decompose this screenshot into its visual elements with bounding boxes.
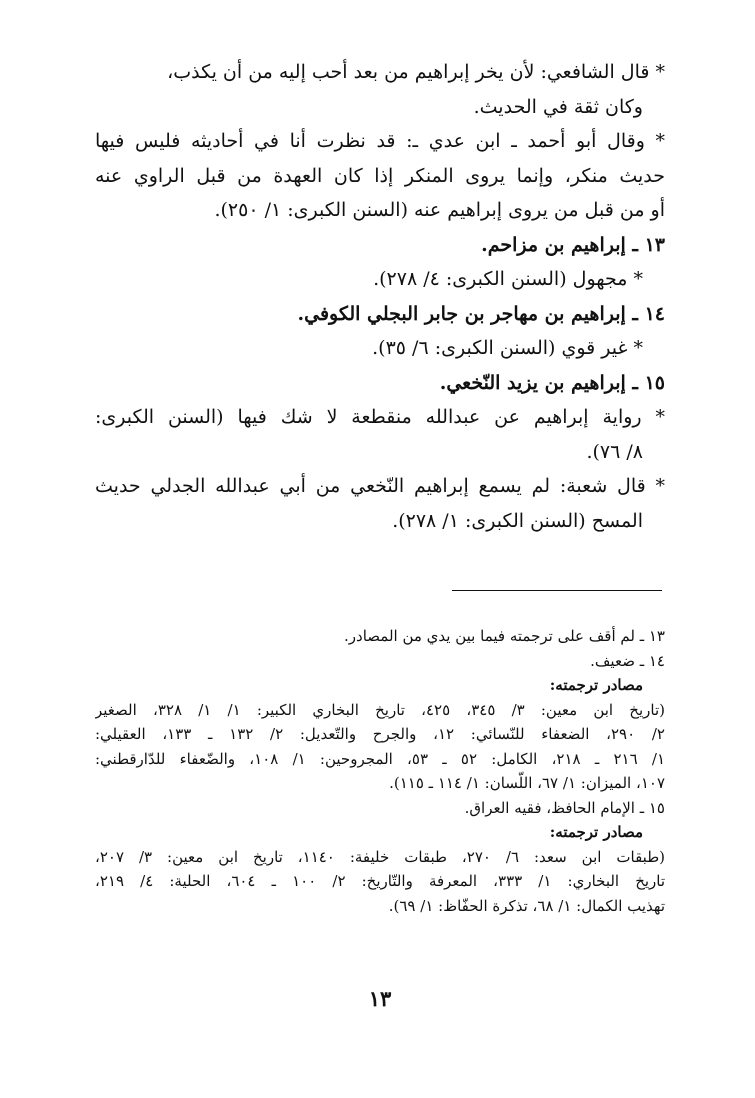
footnote-line: ١/ ٢١٦ ـ ٢١٨، الكامل: ٥٢ ـ ٥٣، المجروحين: ١/ ١٠٨، والضّعفاء للدّارقطني:: [95, 749, 665, 768]
text-line: حديث منكر، وإنما يروى المنكر إذا كان العهدة من قبل الراوي عنه: [95, 164, 665, 187]
footnote-line: (طبقات ابن سعد: ٦/ ٢٧٠، طبقات خليفة: ١١٤٠، تاريخ ابن معين: ٣/ ٢٠٧،: [95, 847, 665, 866]
footnote-separator: [452, 590, 662, 591]
text-line: وكان ثقة في الحديث.: [473, 95, 643, 118]
text-line: أو من قبل من يروى إبراهيم عنه (السنن الكبرى: ١/ ٢٥٠).: [214, 199, 665, 221]
entry-heading: ١٤ ـ إبراهيم بن مهاجر بن جابر البجلي الكوفي.: [297, 302, 665, 325]
footnote-line: ١٠٧، الميزان: ١/ ٦٧، اللّسان: ١/ ١١٤ ـ ١١٥).: [389, 774, 665, 792]
entry-heading: ١٥ ـ إبراهيم بن يزيد النّخعي.: [439, 371, 665, 394]
text-line: * رواية إبراهيم عن عبدالله منقطعة لا شك فيها (السنن الكبرى:: [95, 406, 665, 428]
footnote-subheading: مصادر ترجمته:: [549, 823, 643, 841]
text-line: * مجهول (السنن الكبرى: ٤/ ٢٧٨).: [373, 268, 643, 290]
footnote-line: (تاريخ ابن معين: ٣/ ٣٤٥، ٤٢٥، تاريخ البخاري الكبير: ١/ ١/ ٣٢٨، الصغير: [95, 700, 665, 719]
text-line: * قال الشافعي: لأن يخر إبراهيم من بعد أحب إليه من أن يكذب،: [167, 61, 665, 83]
page-number: ١٣: [368, 986, 392, 1011]
footnote-line: ١٤ ـ ضعيف.: [590, 651, 665, 670]
footnote-line: تاريخ البخاري: ١/ ٣٣٣، المعرفة والتّاريخ: ٢/ ١٠٠ ـ ٦٠٤، الحلية: ٤/ ٢١٩،: [95, 872, 665, 890]
text-line: المسح (السنن الكبرى: ١/ ٢٧٨).: [392, 509, 643, 532]
footnotes: [95, 624, 665, 918]
footnote-line: ٢/ ٢٩٠، الضعفاء للنّسائي: ١٢، والجرح والتّعديل: ٢/ ١٣٢ ـ ١٣٣، العقيلي:: [95, 725, 665, 743]
text-line: * وقال أبو أحمد ـ ابن عدي ـ: قد نظرت أنا في أحاديثه فليس فيها: [95, 130, 665, 152]
footnote-line: تهذيب الكمال: ١/ ٦٨، تذكرة الحفّاظ: ١/ ٦٩).: [388, 896, 665, 915]
footnote-line: ١٥ ـ الإمام الحافظ، فقيه العراق.: [464, 798, 665, 817]
text-line: * قال شعبة: لم يسمع إبراهيم النّخعي من أبي عبدالله الجدلي حديث: [95, 475, 665, 497]
footnote-line: ١٣ ـ لم أقف على ترجمته فيما بين يدي من المصادر.: [344, 627, 665, 645]
main-text: [95, 55, 665, 538]
entry-heading: ١٣ ـ إبراهيم بن مزاحم.: [481, 233, 665, 256]
footnote-subheading: مصادر ترجمته:: [549, 676, 643, 694]
text-line: ٨/ ٧٦).: [586, 440, 643, 463]
text-line: * غير قوي (السنن الكبرى: ٦/ ٣٥).: [372, 337, 643, 359]
